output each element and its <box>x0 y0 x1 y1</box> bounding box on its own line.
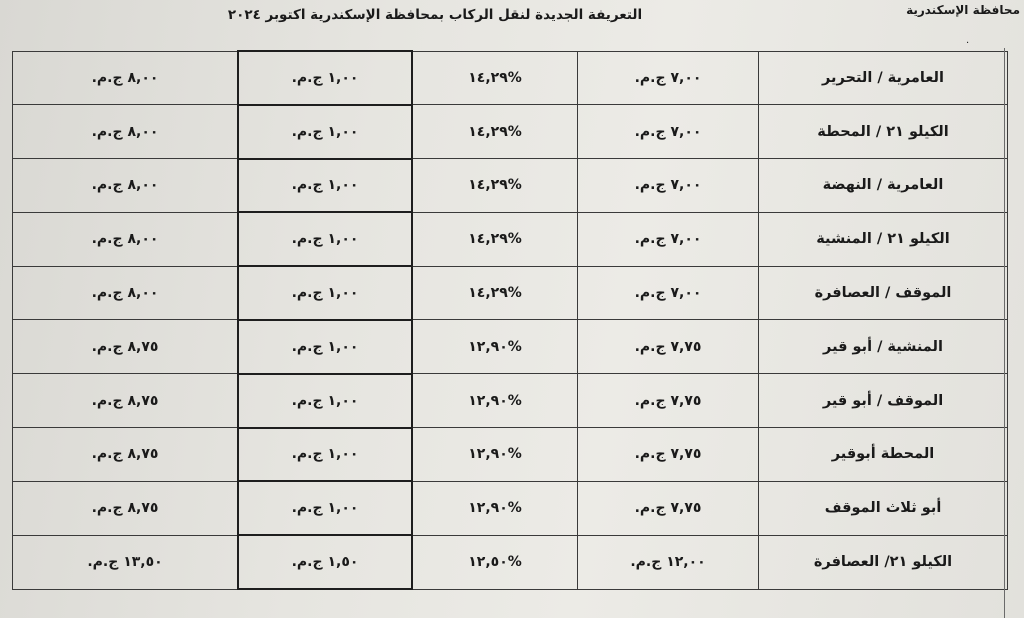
new-fare-cell: ٨,٧٥ ج.م. <box>13 428 239 482</box>
table-row <box>13 481 1008 535</box>
route-cell: الموقف / العصافرة <box>759 266 1008 320</box>
old-fare-cell: ١٢,٠٠ ج.م. <box>578 535 759 589</box>
fare-table <box>12 50 1008 590</box>
increase-percent-cell: %١٤,٢٩ <box>412 266 578 320</box>
increase-percent-cell: %١٢,٩٠ <box>412 320 578 374</box>
old-fare-cell: ٧,٠٠ ج.م. <box>578 51 759 105</box>
old-fare-cell: ٧,٧٥ ج.م. <box>578 374 759 428</box>
table-row <box>13 159 1008 213</box>
old-fare-cell: ٧,٠٠ ج.م. <box>578 212 759 266</box>
old-fare-cell: ٧,٧٥ ج.م. <box>578 320 759 374</box>
increase-amount-cell: ١,٠٠ ج.م. <box>238 212 412 266</box>
governorate-label: محافظة الإسكندرية <box>906 3 1020 17</box>
increase-amount-cell: ١,٠٠ ج.م. <box>238 266 412 320</box>
fare-table-body <box>13 51 1008 589</box>
new-fare-cell: ٨,٧٥ ج.م. <box>13 374 239 428</box>
new-fare-cell: ٨,٠٠ ج.م. <box>13 159 239 213</box>
table-row <box>13 428 1008 482</box>
stray-mark: · <box>966 38 970 49</box>
new-fare-cell: ٨,٠٠ ج.م. <box>13 212 239 266</box>
table-row <box>13 374 1008 428</box>
new-fare-cell: ٨,٧٥ ج.م. <box>13 320 239 374</box>
increase-percent-cell: %١٤,٢٩ <box>412 105 578 159</box>
increase-amount-cell: ١,٠٠ ج.م. <box>238 428 412 482</box>
route-cell: المحطة أبوقير <box>759 428 1008 482</box>
route-cell: الكيلو ٢١/ العصافرة <box>759 535 1008 589</box>
table-row <box>13 535 1008 589</box>
increase-amount-cell: ١,٥٠ ج.م. <box>238 535 412 589</box>
increase-amount-cell: ١,٠٠ ج.م. <box>238 51 412 105</box>
table-row <box>13 212 1008 266</box>
increase-percent-cell: %١٤,٢٩ <box>412 159 578 213</box>
new-fare-cell: ٨,٧٥ ج.م. <box>13 481 239 535</box>
old-fare-cell: ٧,٠٠ ج.م. <box>578 266 759 320</box>
table-row <box>13 320 1008 374</box>
route-cell: الموقف / أبو قير <box>759 374 1008 428</box>
increase-amount-cell: ١,٠٠ ج.م. <box>238 374 412 428</box>
table-row <box>13 51 1008 105</box>
document-title: التعريفة الجديدة لنقل الركاب بمحافظة الإسكندرية اكتوبر ٢٠٢٤ <box>227 7 643 23</box>
route-cell: العامرية / النهضة <box>759 159 1008 213</box>
new-fare-cell: ٨,٠٠ ج.م. <box>13 51 239 105</box>
new-fare-cell: ٨,٠٠ ج.م. <box>13 105 239 159</box>
page-edge-line <box>1004 48 1005 618</box>
increase-percent-cell: %١٤,٢٩ <box>412 212 578 266</box>
increase-amount-cell: ١,٠٠ ج.م. <box>238 105 412 159</box>
increase-percent-cell: %١٢,٩٠ <box>412 481 578 535</box>
route-cell: أبو ثلاث الموقف <box>759 481 1008 535</box>
increase-amount-cell: ١,٠٠ ج.م. <box>238 159 412 213</box>
increase-amount-cell: ١,٠٠ ج.م. <box>238 320 412 374</box>
increase-percent-cell: %١٢,٥٠ <box>412 535 578 589</box>
route-cell: المنشية / أبو قير <box>759 320 1008 374</box>
new-fare-cell: ١٣,٥٠ ج.م. <box>13 535 239 589</box>
table-row <box>13 266 1008 320</box>
old-fare-cell: ٧,٠٠ ج.م. <box>578 105 759 159</box>
old-fare-cell: ٧,٧٥ ج.م. <box>578 428 759 482</box>
old-fare-cell: ٧,٧٥ ج.م. <box>578 481 759 535</box>
new-fare-cell: ٨,٠٠ ج.م. <box>13 266 239 320</box>
table-row <box>13 105 1008 159</box>
increase-percent-cell: %١٢,٩٠ <box>412 374 578 428</box>
route-cell: الكيلو ٢١ / المحطة <box>759 105 1008 159</box>
increase-percent-cell: %١٤,٢٩ <box>412 51 578 105</box>
route-cell: الكيلو ٢١ / المنشية <box>759 212 1008 266</box>
increase-percent-cell: %١٢,٩٠ <box>412 428 578 482</box>
old-fare-cell: ٧,٠٠ ج.م. <box>578 159 759 213</box>
increase-amount-cell: ١,٠٠ ج.م. <box>238 481 412 535</box>
route-cell: العامرية / التحرير <box>759 51 1008 105</box>
